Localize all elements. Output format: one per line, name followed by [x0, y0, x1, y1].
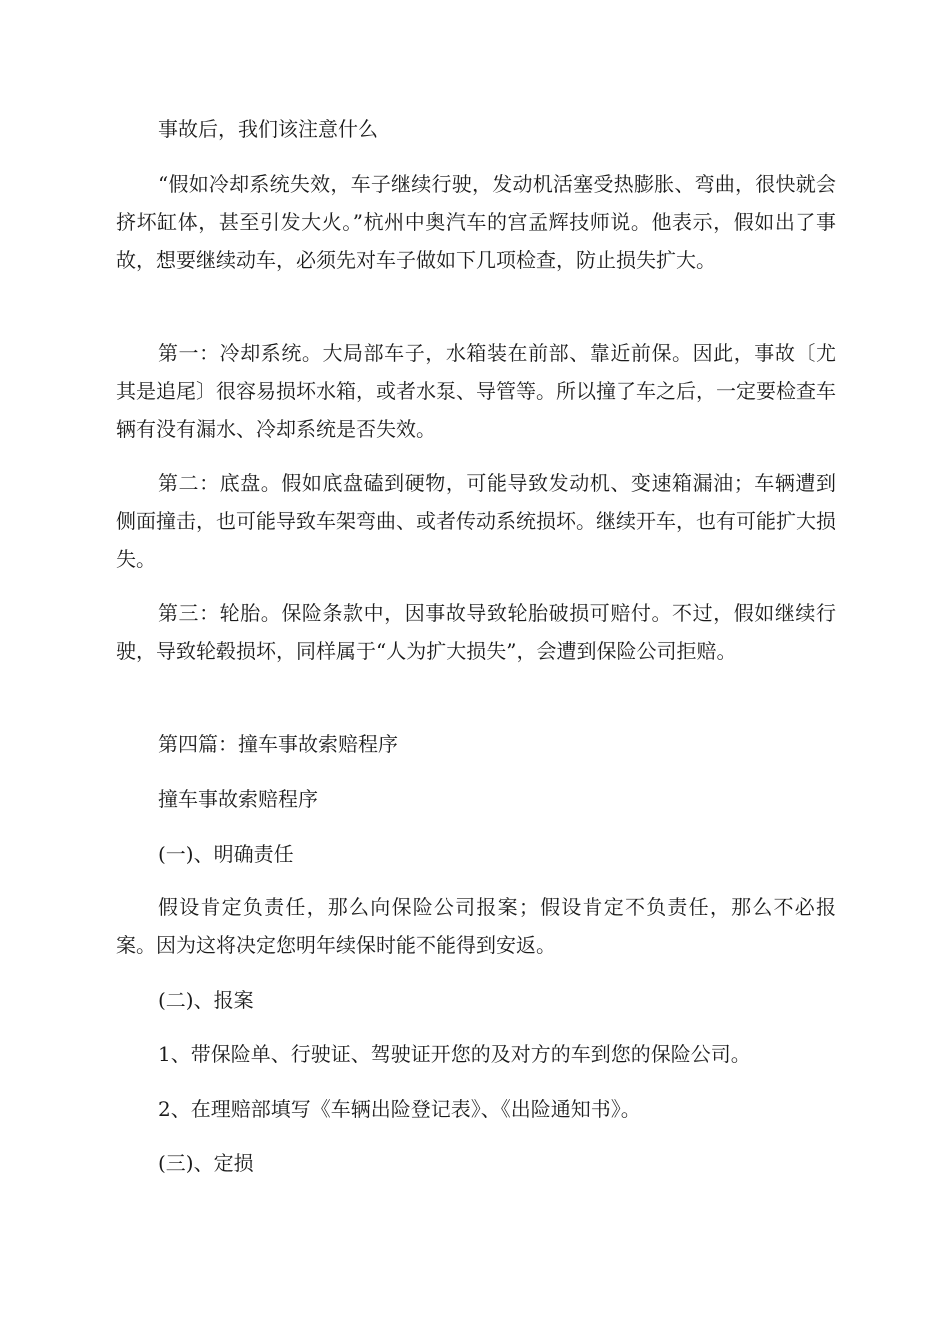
section-title-claim-procedure: 第四篇：撞车事故索赔程序	[158, 732, 398, 756]
paragraph-chassis: 第二：底盘。假如底盘磕到硬物，可能导致发动机、变速箱漏油；车辆遭到侧面撞击，也可能导致车架弯曲、或者传动系统损坏。继续开车，也有可能扩大损失。	[116, 471, 836, 571]
step-heading-report: (二)、报案	[158, 988, 254, 1012]
step-heading-damage-assessment: (三)、定损	[158, 1151, 254, 1175]
paragraph-responsibility: 假设肯定负责任，那么向保险公司报案；假设肯定不负责任，那么不必报案。因为这将决定您明年续保时能不能得到安返。	[116, 895, 836, 957]
list-item-fill-forms: 2、在理赔部填写《车辆出险登记表》、《出险通知书》。	[158, 1097, 641, 1121]
list-item-bring-documents: 1、带保险单、行驶证、驾驶证开您的及对方的车到您的保险公司。	[158, 1042, 751, 1066]
paragraph-technician-quote: “假如冷却系统失效，车子继续行驶，发动机活塞受热膨胀、弯曲，很快就会挤坏缸体，甚至引发大火。”杭州中奥汽车的宫孟辉技师说。他表示，假如出了事故，想要继续动车，必须先对车子做如下几项检查，防止损失扩大。	[116, 172, 836, 272]
step-heading-responsibility: (一)、明确责任	[158, 842, 294, 866]
paragraph-heading-after-accident: 事故后，我们该注意什么	[158, 117, 378, 141]
paragraph-tires: 第三：轮胎。保险条款中，因事故导致轮胎破损可赔付。不过，假如继续行驶，导致轮毂损坏，同样属于“人为扩大损失”，会遭到保险公司拒赔。	[116, 601, 836, 663]
paragraph-cooling-system: 第一：冷却系统。大局部车子，水箱装在前部、靠近前保。因此，事故〔尤其是追尾〕很容易损坏水箱，或者水泵、导管等。所以撞了车之后，一定要检查车辆有没有漏水、冷却系统是否失效。	[116, 341, 836, 441]
subtitle-claim-procedure: 撞车事故索赔程序	[158, 787, 318, 811]
